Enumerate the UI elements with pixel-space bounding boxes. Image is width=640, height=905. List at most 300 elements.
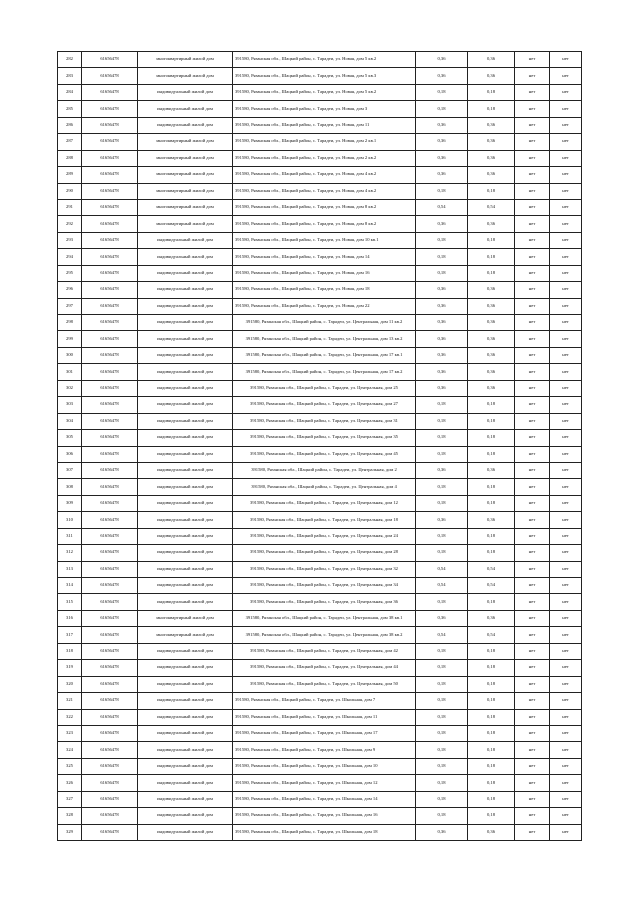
- oktmo-code: 61656478: [82, 758, 138, 774]
- address: 391580, Рязанская обл., Шацкий район, с. Тарадеи, ул. Школьная, дом 17: [233, 725, 416, 741]
- volume-value: 0,18: [416, 660, 468, 676]
- flag-cell-2: нет: [550, 725, 582, 741]
- volume-value: 0,54: [416, 199, 468, 215]
- building-type: многоквартирный жилой дом: [138, 199, 233, 215]
- volume-value-2: 0,18: [468, 232, 515, 248]
- volume-value: 0,18: [416, 84, 468, 100]
- flag-cell-2: нет: [550, 134, 582, 150]
- flag-cell: нет: [515, 331, 550, 347]
- row-number: 324: [58, 742, 82, 758]
- volume-value: 0,18: [416, 676, 468, 692]
- flag-cell: нет: [515, 528, 550, 544]
- table-row: [58, 84, 582, 100]
- address: 391580, Рязанская обл., Шацкий район, с. Тарадеи, ул. Центральная, дом 50: [233, 676, 416, 692]
- row-number: 298: [58, 315, 82, 331]
- flag-cell: нет: [515, 199, 550, 215]
- oktmo-code: 61656478: [82, 430, 138, 446]
- address: 391580, Рязанская обл., Шацкий район, с. Тарадеи, ул. Школьная, дом 11: [233, 709, 416, 725]
- address: 391580, Рязанская обл., Шацкий район, с. Тарадеи, ул. Центральная, дом 17 кв.1: [233, 347, 416, 363]
- flag-cell: нет: [515, 676, 550, 692]
- row-number: 286: [58, 117, 82, 133]
- flag-cell: нет: [515, 758, 550, 774]
- building-type: индивидуальный жилой дом: [138, 282, 233, 298]
- address: 391580, Рязанская обл., Шацкий район, с. Тарадеи, ул. Центральная, дом 42: [233, 643, 416, 659]
- oktmo-code: 61656478: [82, 791, 138, 807]
- volume-value: 0,18: [416, 232, 468, 248]
- volume-value-2: 0,18: [468, 709, 515, 725]
- volume-value-2: 0,18: [468, 693, 515, 709]
- table-row: [58, 380, 582, 396]
- flag-cell-2: нет: [550, 101, 582, 117]
- volume-value-2: 0,36: [468, 610, 515, 626]
- flag-cell: нет: [515, 594, 550, 610]
- address: 391580, Рязанская обл., Шацкий район, с. Тарадеи, ул. Новая, дом 4 кв.2: [233, 167, 416, 183]
- volume-value-2: 0,36: [468, 117, 515, 133]
- row-number: 287: [58, 134, 82, 150]
- volume-value-2: 0,36: [468, 68, 515, 84]
- flag-cell: нет: [515, 446, 550, 462]
- table-row: [58, 808, 582, 824]
- table-row: [58, 315, 582, 331]
- volume-value-2: 0,36: [468, 167, 515, 183]
- row-number: 317: [58, 627, 82, 643]
- row-number: 304: [58, 413, 82, 429]
- row-number: 315: [58, 594, 82, 610]
- volume-value-2: 0,18: [468, 742, 515, 758]
- volume-value: 0,54: [416, 627, 468, 643]
- row-number: 318: [58, 643, 82, 659]
- flag-cell: нет: [515, 479, 550, 495]
- address: 391580, Рязанская обл., Шацкий район, с. Тарадеи, ул. Школьная, дом 16: [233, 808, 416, 824]
- building-type: индивидуальный жилой дом: [138, 660, 233, 676]
- volume-value-2: 0,18: [468, 397, 515, 413]
- volume-value: 0,36: [416, 52, 468, 68]
- table-row: [58, 660, 582, 676]
- address: 391580, Рязанская обл., Шацкий район, с. Тарадеи, ул. Центральная, дом 17 кв.2: [233, 364, 416, 380]
- row-number: 323: [58, 725, 82, 741]
- table-row: [58, 610, 582, 626]
- flag-cell-2: нет: [550, 265, 582, 281]
- row-number: 297: [58, 298, 82, 314]
- volume-value-2: 0,36: [468, 347, 515, 363]
- flag-cell-2: нет: [550, 791, 582, 807]
- oktmo-code: 61656478: [82, 298, 138, 314]
- flag-cell: нет: [515, 709, 550, 725]
- flag-cell: нет: [515, 413, 550, 429]
- table-row: [58, 413, 582, 429]
- flag-cell: нет: [515, 216, 550, 232]
- flag-cell: нет: [515, 462, 550, 478]
- table-row: [58, 479, 582, 495]
- flag-cell-2: нет: [550, 150, 582, 166]
- volume-value-2: 0,36: [468, 298, 515, 314]
- volume-value: 0,36: [416, 331, 468, 347]
- flag-cell-2: нет: [550, 495, 582, 511]
- table-row: [58, 643, 582, 659]
- oktmo-code: 61656478: [82, 117, 138, 133]
- flag-cell-2: нет: [550, 709, 582, 725]
- oktmo-code: 61656478: [82, 347, 138, 363]
- volume-value: 0,54: [416, 561, 468, 577]
- volume-value-2: 0,18: [468, 430, 515, 446]
- building-type: индивидуальный жилой дом: [138, 84, 233, 100]
- table-row: [58, 709, 582, 725]
- flag-cell-2: нет: [550, 545, 582, 561]
- flag-cell-2: нет: [550, 68, 582, 84]
- oktmo-code: 61656478: [82, 397, 138, 413]
- row-number: 299: [58, 331, 82, 347]
- building-type: индивидуальный жилой дом: [138, 545, 233, 561]
- building-type: многоквартирный жилой дом: [138, 68, 233, 84]
- address: 391580, Рязанская обл., Шацкий район, с. Тарадеи, ул. Центральная, дом 44: [233, 660, 416, 676]
- flag-cell-2: нет: [550, 775, 582, 791]
- row-number: 319: [58, 660, 82, 676]
- building-type: индивидуальный жилой дом: [138, 528, 233, 544]
- volume-value: 0,18: [416, 693, 468, 709]
- table-row: [58, 545, 582, 561]
- volume-value: 0,18: [416, 709, 468, 725]
- flag-cell: нет: [515, 298, 550, 314]
- building-type: индивидуальный жилой дом: [138, 462, 233, 478]
- flag-cell: нет: [515, 282, 550, 298]
- oktmo-code: 61656478: [82, 462, 138, 478]
- table-row: [58, 216, 582, 232]
- volume-value: 0,36: [416, 282, 468, 298]
- oktmo-code: 61656478: [82, 775, 138, 791]
- building-type: индивидуальный жилой дом: [138, 676, 233, 692]
- address: 391580, Рязанская обл., Шацкий район, с. Тарадеи, ул. Центральная, дом 45: [233, 446, 416, 462]
- table-row: [58, 742, 582, 758]
- table-row: [58, 594, 582, 610]
- row-number: 303: [58, 397, 82, 413]
- oktmo-code: 61656478: [82, 578, 138, 594]
- row-number: 292: [58, 216, 82, 232]
- volume-value-2: 0,18: [468, 183, 515, 199]
- volume-value: 0,36: [416, 824, 468, 840]
- volume-value-2: 0,18: [468, 249, 515, 265]
- building-type: многоквартирный жилой дом: [138, 134, 233, 150]
- volume-value-2: 0,18: [468, 84, 515, 100]
- volume-value: 0,54: [416, 578, 468, 594]
- flag-cell: нет: [515, 545, 550, 561]
- volume-value: 0,36: [416, 364, 468, 380]
- flag-cell-2: нет: [550, 347, 582, 363]
- flag-cell: нет: [515, 232, 550, 248]
- oktmo-code: 61656478: [82, 660, 138, 676]
- table-row: [58, 364, 582, 380]
- oktmo-code: 61656478: [82, 808, 138, 824]
- row-number: 320: [58, 676, 82, 692]
- building-type: индивидуальный жилой дом: [138, 709, 233, 725]
- flag-cell-2: нет: [550, 413, 582, 429]
- volume-value-2: 0,36: [468, 512, 515, 528]
- flag-cell: нет: [515, 693, 550, 709]
- oktmo-code: 61656478: [82, 167, 138, 183]
- flag-cell-2: нет: [550, 462, 582, 478]
- row-number: 284: [58, 84, 82, 100]
- flag-cell: нет: [515, 397, 550, 413]
- volume-value: 0,36: [416, 216, 468, 232]
- oktmo-code: 61656478: [82, 199, 138, 215]
- flag-cell-2: нет: [550, 561, 582, 577]
- row-number: 309: [58, 495, 82, 511]
- address: 391580, Рязанская обл., Шацкий район, с. Тарадеи, ул. Центральная, дом 18: [233, 512, 416, 528]
- oktmo-code: 61656478: [82, 265, 138, 281]
- row-number: 301: [58, 364, 82, 380]
- table-row: [58, 265, 582, 281]
- flag-cell-2: нет: [550, 512, 582, 528]
- building-type: индивидуальный жилой дом: [138, 479, 233, 495]
- volume-value-2: 0,18: [468, 725, 515, 741]
- table-row: [58, 693, 582, 709]
- flag-cell: нет: [515, 430, 550, 446]
- volume-value: 0,18: [416, 183, 468, 199]
- row-number: 312: [58, 545, 82, 561]
- volume-value-2: 0,36: [468, 134, 515, 150]
- table-row: [58, 824, 582, 840]
- building-type: индивидуальный жилой дом: [138, 808, 233, 824]
- building-type: индивидуальный жилой дом: [138, 397, 233, 413]
- row-number: 321: [58, 693, 82, 709]
- flag-cell-2: нет: [550, 183, 582, 199]
- flag-cell: нет: [515, 364, 550, 380]
- table-row: [58, 512, 582, 528]
- row-number: 293: [58, 232, 82, 248]
- row-number: 305: [58, 430, 82, 446]
- building-type: индивидуальный жилой дом: [138, 331, 233, 347]
- oktmo-code: 61656478: [82, 380, 138, 396]
- flag-cell-2: нет: [550, 660, 582, 676]
- table-row: [58, 52, 582, 68]
- address: 391580, Рязанская обл., Шацкий район, с. Тарадеи, ул. Новая, дом 4 кв.2: [233, 183, 416, 199]
- flag-cell: нет: [515, 101, 550, 117]
- volume-value: 0,18: [416, 249, 468, 265]
- volume-value-2: 0,18: [468, 446, 515, 462]
- row-number: 308: [58, 479, 82, 495]
- table-body: [58, 52, 582, 841]
- building-type: индивидуальный жилой дом: [138, 725, 233, 741]
- building-type: индивидуальный жилой дом: [138, 594, 233, 610]
- flag-cell: нет: [515, 578, 550, 594]
- flag-cell: нет: [515, 84, 550, 100]
- volume-value-2: 0,36: [468, 824, 515, 840]
- flag-cell-2: нет: [550, 117, 582, 133]
- address: 391580, Рязанская обл., Шацкий район, с. Тарадеи, ул. Центральная, дом 25: [233, 380, 416, 396]
- volume-value: 0,36: [416, 117, 468, 133]
- building-type: индивидуальный жилой дом: [138, 742, 233, 758]
- address: 391580, Рязанская обл., Шацкий район, с. Тарадеи, ул. Центральная, дом 27: [233, 397, 416, 413]
- address: 391580, Рязанская обл., Шацкий район, с. Тарадеи, ул. Центральная, дом 32: [233, 561, 416, 577]
- oktmo-code: 61656478: [82, 495, 138, 511]
- table-row: [58, 397, 582, 413]
- row-number: 295: [58, 265, 82, 281]
- oktmo-code: 61656478: [82, 331, 138, 347]
- volume-value: 0,18: [416, 446, 468, 462]
- volume-value-2: 0,36: [468, 364, 515, 380]
- flag-cell-2: нет: [550, 693, 582, 709]
- flag-cell-2: нет: [550, 249, 582, 265]
- building-type: индивидуальный жилой дом: [138, 758, 233, 774]
- building-type: индивидуальный жилой дом: [138, 791, 233, 807]
- flag-cell: нет: [515, 660, 550, 676]
- volume-value: 0,18: [416, 101, 468, 117]
- table-row: [58, 183, 582, 199]
- table-row: [58, 430, 582, 446]
- oktmo-code: 61656478: [82, 446, 138, 462]
- volume-value: 0,18: [416, 808, 468, 824]
- table-row: [58, 627, 582, 643]
- oktmo-code: 61656478: [82, 52, 138, 68]
- flag-cell: нет: [515, 742, 550, 758]
- volume-value: 0,18: [416, 775, 468, 791]
- flag-cell-2: нет: [550, 742, 582, 758]
- address: 391580, Рязанская обл., Шацкий район, с. Тарадеи, ул. Центральная, дом 38 кв.1: [233, 610, 416, 626]
- volume-value: 0,18: [416, 397, 468, 413]
- address: 391580, Рязанская обл., Шацкий район, с. Тарадеи, ул. Новая, дом 3: [233, 101, 416, 117]
- flag-cell: нет: [515, 134, 550, 150]
- flag-cell: нет: [515, 167, 550, 183]
- volume-value-2: 0,18: [468, 758, 515, 774]
- flag-cell-2: нет: [550, 199, 582, 215]
- address: 391580, Рязанская обл., Шацкий район, с. Тарадеи, ул. Центральная, дом 36: [233, 594, 416, 610]
- flag-cell-2: нет: [550, 528, 582, 544]
- volume-value: 0,36: [416, 610, 468, 626]
- flag-cell-2: нет: [550, 331, 582, 347]
- address: 391580, Рязанская обл., Шацкий район, с. Тарадеи, ул. Новая, дом 5 кв.2: [233, 52, 416, 68]
- oktmo-code: 61656478: [82, 528, 138, 544]
- volume-value-2: 0,18: [468, 265, 515, 281]
- table-row: [58, 101, 582, 117]
- building-type: индивидуальный жилой дом: [138, 249, 233, 265]
- building-type: индивидуальный жилой дом: [138, 693, 233, 709]
- flag-cell: нет: [515, 315, 550, 331]
- building-type: индивидуальный жилой дом: [138, 265, 233, 281]
- address: 391580, Рязанская обл., Шацкий район, с. Тарадеи, ул. Центральная, дом 38 кв.2: [233, 627, 416, 643]
- oktmo-code: 61656478: [82, 232, 138, 248]
- building-type: многоквартирный жилой дом: [138, 167, 233, 183]
- flag-cell: нет: [515, 808, 550, 824]
- row-number: 313: [58, 561, 82, 577]
- address: 391580, Рязанская обл., Шацкий район, с. Тарадеи, ул. Новая, дом 8 кв.2: [233, 199, 416, 215]
- volume-value-2: 0,36: [468, 462, 515, 478]
- address: 391580, Рязанская обл., Шацкий район, с. Тарадеи, ул. Новая, дом 14: [233, 249, 416, 265]
- building-type: индивидуальный жилой дом: [138, 578, 233, 594]
- oktmo-code: 61656478: [82, 183, 138, 199]
- oktmo-code: 61656478: [82, 627, 138, 643]
- volume-value: 0,36: [416, 134, 468, 150]
- building-type: многоквартирный жилой дом: [138, 183, 233, 199]
- oktmo-code: 61656478: [82, 315, 138, 331]
- address: 391580, Рязанская обл., Шацкий район, с. Тарадеи, ул. Новая, дом 5 кв.3: [233, 68, 416, 84]
- volume-value-2: 0,36: [468, 150, 515, 166]
- volume-value-2: 0,18: [468, 643, 515, 659]
- flag-cell-2: нет: [550, 380, 582, 396]
- row-number: 285: [58, 101, 82, 117]
- volume-value: 0,18: [416, 430, 468, 446]
- building-type: индивидуальный жилой дом: [138, 446, 233, 462]
- flag-cell-2: нет: [550, 364, 582, 380]
- table-row: [58, 68, 582, 84]
- volume-value-2: 0,18: [468, 528, 515, 544]
- flag-cell: нет: [515, 249, 550, 265]
- address: 391580, Рязанская обл., Шацкий район, с. Тарадеи, ул. Центральная, дом 2: [233, 462, 416, 478]
- oktmo-code: 61656478: [82, 742, 138, 758]
- table-row: [58, 446, 582, 462]
- table-row: [58, 561, 582, 577]
- row-number: 329: [58, 824, 82, 840]
- flag-cell: нет: [515, 725, 550, 741]
- building-type: индивидуальный жилой дом: [138, 512, 233, 528]
- flag-cell-2: нет: [550, 397, 582, 413]
- volume-value-2: 0,18: [468, 479, 515, 495]
- address: 391580, Рязанская обл., Шацкий район, с. Тарадеи, ул. Новая, дом 2 кв.2: [233, 150, 416, 166]
- volume-value-2: 0,36: [468, 52, 515, 68]
- row-number: 325: [58, 758, 82, 774]
- volume-value-2: 0,36: [468, 315, 515, 331]
- volume-value-2: 0,18: [468, 808, 515, 824]
- volume-value: 0,36: [416, 167, 468, 183]
- building-type: многоквартирный жилой дом: [138, 52, 233, 68]
- table-row: [58, 462, 582, 478]
- table-row: [58, 282, 582, 298]
- flag-cell: нет: [515, 824, 550, 840]
- row-number: 311: [58, 528, 82, 544]
- oktmo-code: 61656478: [82, 134, 138, 150]
- volume-value: 0,18: [416, 643, 468, 659]
- address: 391580, Рязанская обл., Шацкий район, с. Тарадеи, ул. Школьная, дом 9: [233, 742, 416, 758]
- row-number: 300: [58, 347, 82, 363]
- oktmo-code: 61656478: [82, 84, 138, 100]
- volume-value-2: 0,54: [468, 199, 515, 215]
- volume-value: 0,18: [416, 758, 468, 774]
- volume-value-2: 0,54: [468, 578, 515, 594]
- table-row: [58, 578, 582, 594]
- flag-cell-2: нет: [550, 643, 582, 659]
- table-row: [58, 167, 582, 183]
- flag-cell-2: нет: [550, 578, 582, 594]
- volume-value-2: 0,18: [468, 594, 515, 610]
- volume-value-2: 0,18: [468, 660, 515, 676]
- building-type: индивидуальный жилой дом: [138, 232, 233, 248]
- volume-value: 0,36: [416, 150, 468, 166]
- table-row: [58, 232, 582, 248]
- volume-value: 0,36: [416, 315, 468, 331]
- volume-value: 0,36: [416, 462, 468, 478]
- address: 391580, Рязанская обл., Шацкий район, с. Тарадеи, ул. Школьная, дом 18: [233, 824, 416, 840]
- oktmo-code: 61656478: [82, 364, 138, 380]
- address: 391580, Рязанская обл., Шацкий район, с. Тарадеи, ул. Новая, дом 10 кв.1: [233, 232, 416, 248]
- flag-cell-2: нет: [550, 824, 582, 840]
- flag-cell-2: нет: [550, 84, 582, 100]
- address: 391580, Рязанская обл., Шацкий район, с. Тарадеи, ул. Новая, дом 8 кв.2: [233, 216, 416, 232]
- volume-value-2: 0,18: [468, 101, 515, 117]
- oktmo-code: 61656478: [82, 709, 138, 725]
- flag-cell-2: нет: [550, 808, 582, 824]
- building-type: индивидуальный жилой дом: [138, 380, 233, 396]
- table-row: [58, 150, 582, 166]
- volume-value-2: 0,36: [468, 380, 515, 396]
- oktmo-code: 61656478: [82, 413, 138, 429]
- address: 391580, Рязанская обл., Шацкий район, с. Тарадеи, ул. Школьная, дом 7: [233, 693, 416, 709]
- flag-cell: нет: [515, 512, 550, 528]
- building-type: индивидуальный жилой дом: [138, 298, 233, 314]
- housing-register-table: [57, 51, 582, 841]
- volume-value-2: 0,18: [468, 545, 515, 561]
- volume-value: 0,18: [416, 725, 468, 741]
- table-row: [58, 134, 582, 150]
- volume-value: 0,36: [416, 347, 468, 363]
- row-number: 327: [58, 791, 82, 807]
